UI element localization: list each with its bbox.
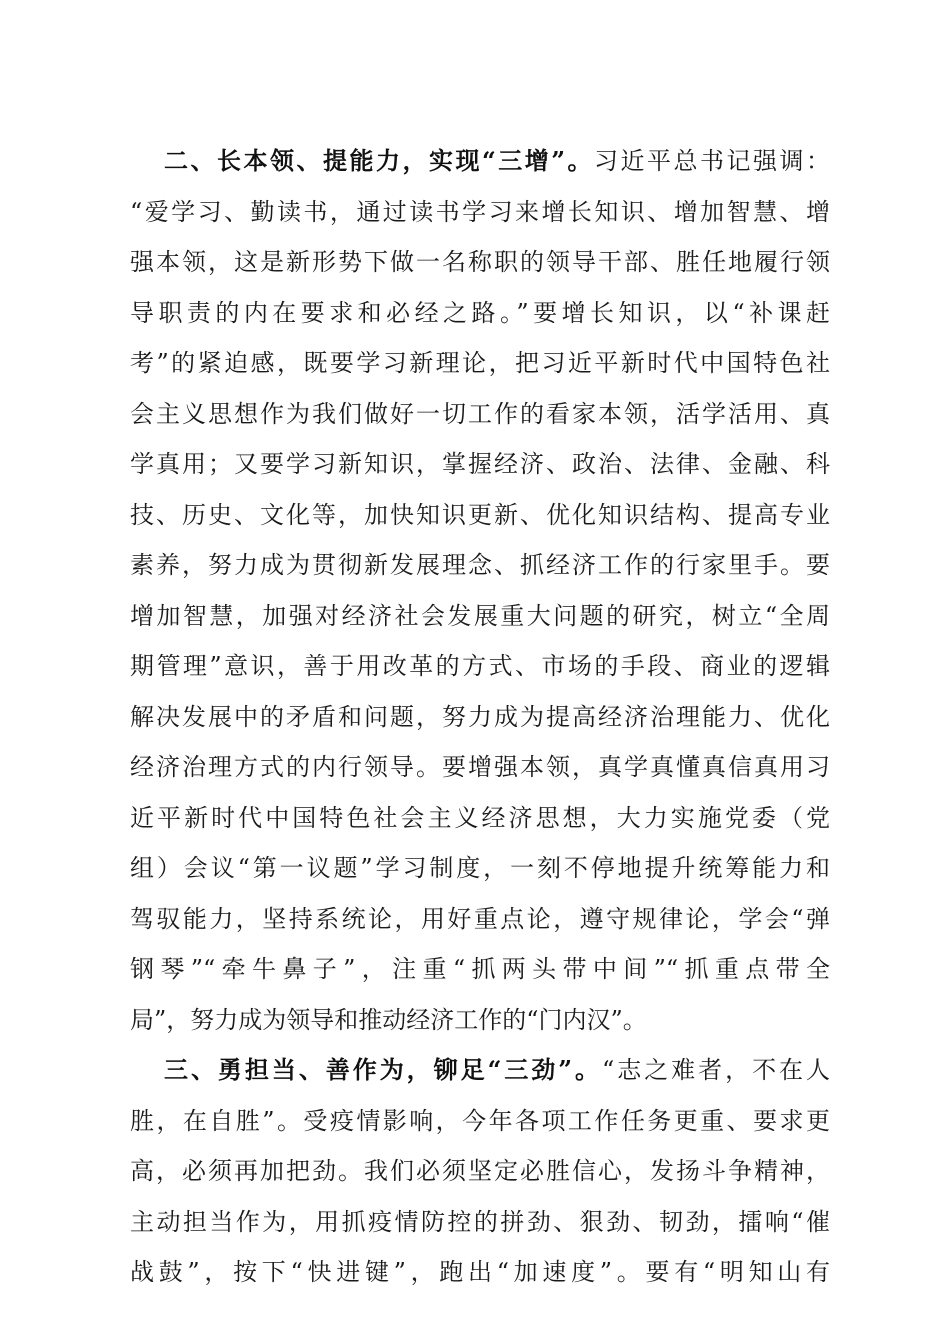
paragraph-3-line: 主动担当作为，用抓疫情防控的拼劲、狠劲、韧劲，擂响“催 (130, 1207, 830, 1236)
paragraph-2-line: 技、历史、文化等，加快知识更新、优化知识结构、提高专业 (130, 500, 830, 529)
paragraph-2-line: 导职责的内在要求和必经之路。”要增长知识，以“补课赶 (130, 298, 830, 327)
paragraph-2-line: 强本领，这是新形势下做一名称职的领导干部、胜任地履行领 (130, 248, 830, 276)
paragraph-2-line: 局”，努力成为领导和推动经济工作的“门内汉”。 (130, 1005, 647, 1034)
paragraph-2-first-line (130, 136, 830, 187)
paragraph-3-first-line (130, 1045, 830, 1096)
paragraph-2-line: 期管理”意识，善于用改革的方式、市场的手段、商业的逻辑 (130, 652, 830, 680)
paragraph-2-line: 钢琴”“牵牛鼻子”，注重“抓两头带中间”“抓重点带全 (130, 955, 830, 983)
paragraph-2-line: 考”的紧迫感，既要学习新理论，把习近平新时代中国特色社 (130, 349, 830, 377)
paragraph-2-line: 经济治理方式的内行领导。要增强本领，真学真懂真信真用习 (130, 753, 830, 781)
paragraph-2-line: 素养，努力成为贯彻新发展理念、抓经济工作的行家里手。要 (130, 551, 830, 579)
paragraph-2-heading: 二、长本领、提能力，实现“三增”。 (164, 146, 595, 175)
paragraph-3-line: “志之难者，不在人 (602, 1056, 830, 1084)
paragraph-2-line: “爱学习、勤读书，通过读书学习来增长知识、增加智慧、增 (130, 197, 830, 226)
paragraph-3-line: 胜，在自胜”。受疫情影响，今年各项工作任务更重、要求更 (130, 1106, 830, 1135)
paragraph-2-line: 习近平总书记强调： (594, 147, 831, 175)
paragraph-3-line: 高，必须再加把劲。我们必须坚定必胜信心，发扬斗争精神， (130, 1157, 830, 1185)
paragraph-2-line: 学真用；又要学习新知识，掌握经济、政治、法律、金融、科 (130, 450, 830, 478)
paragraph-2-line: 组）会议“第一议题”学习制度，一刻不停地提升统筹能力和 (130, 854, 830, 882)
paragraph-3-line: 战鼓”，按下“快进键”，跑出“加速度”。要有“明知山有 (130, 1258, 830, 1286)
paragraph-2-line: 增加智慧，加强对经济社会发展重大问题的研究，树立“全周 (130, 601, 830, 630)
document-body (130, 136, 830, 1298)
paragraph-2-line: 驾驭能力，坚持系统论，用好重点论，遵守规律论，学会“弹 (130, 904, 830, 933)
paragraph-2-line: 近平新时代中国特色社会主义经济思想，大力实施党委（党 (130, 803, 830, 832)
paragraph-2-line: 会主义思想作为我们做好一切工作的看家本领，活学活用、真 (130, 399, 830, 428)
paragraph-2-line: 解决发展中的矛盾和问题，努力成为提高经济治理能力、优化 (130, 702, 830, 731)
paragraph-3-heading: 三、勇担当、善作为，铆足“三劲”。 (164, 1055, 603, 1084)
